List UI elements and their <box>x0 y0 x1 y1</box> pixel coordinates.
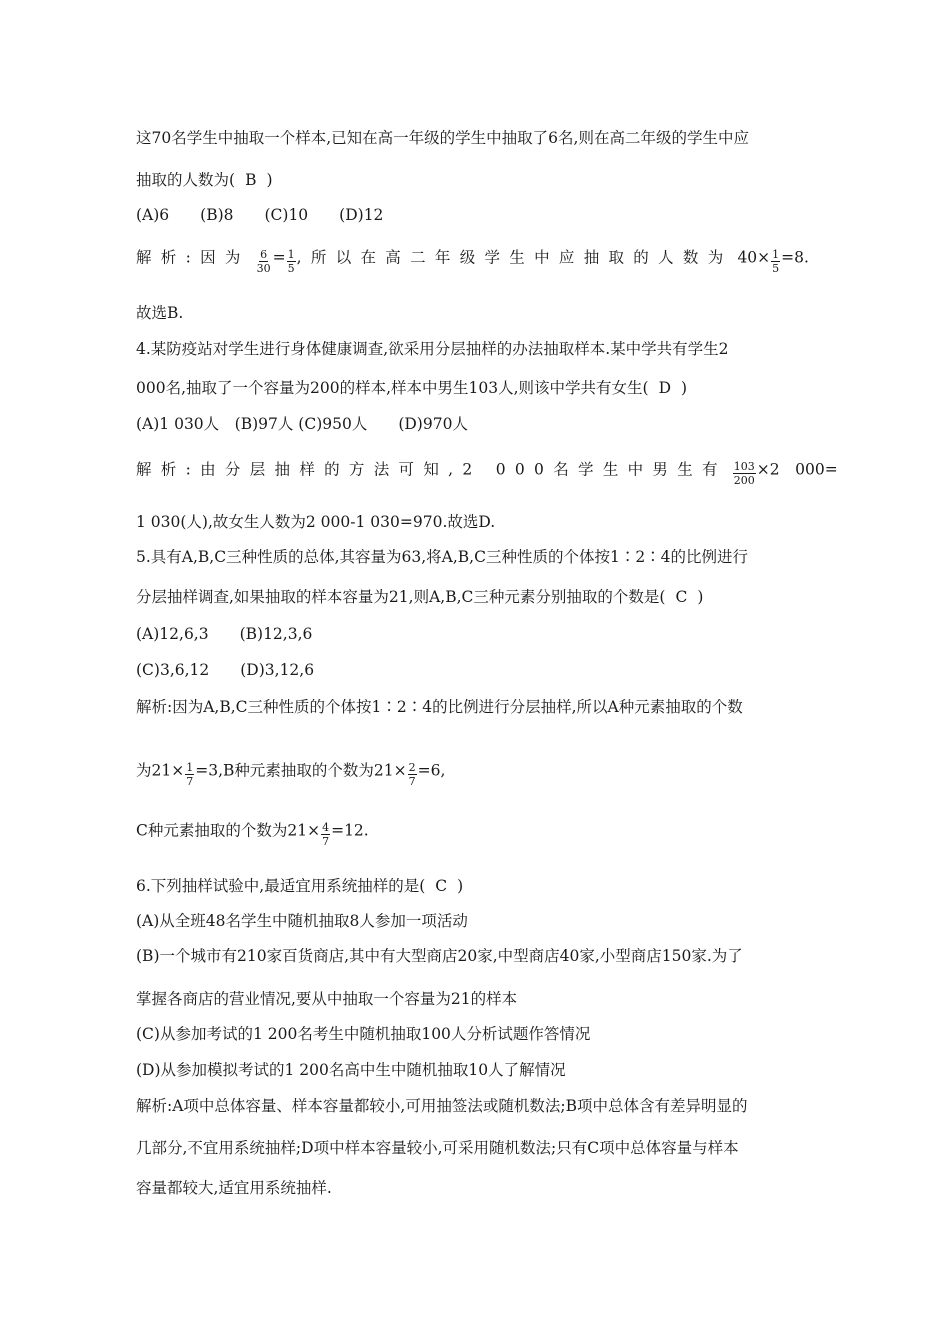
q4-conclusion: 1 030(人),故女生人数为2 000-1 030=970.故选D. <box>136 513 496 531</box>
q5-solution-line1: 解析:因为A,B,C三种性质的个体按1∶2∶4的比例进行分层抽样,所以A种元素抽取的个数 <box>136 698 743 716</box>
q5-stem-text: 分层抽样调查,如果抽取的样本容量为21,则A,B,C三种元素分别抽取的个数是( <box>136 588 666 606</box>
q4-solution <box>136 457 838 487</box>
q5-answer: C <box>675 588 688 606</box>
q4-solution-label: 解析:由分层抽样的方法可知,2 000名学生中男生有 <box>136 460 727 479</box>
q3-fraction-2-num: 1 <box>287 248 295 261</box>
q5-solution-line2 <box>136 758 446 788</box>
q6-option-b-line1: (B)一个城市有210家百货商店,其中有大型商店20家,中型商店40家,小型商店150家.为了 <box>136 947 743 965</box>
q4-stem-line1: 4.某防疫站对学生进行身体健康调查,欲采用分层抽样的办法抽取样本.某中学共有学生2 <box>136 340 729 358</box>
q6-option-d: (D)从参加模拟考试的1 200名高中生中随机抽取10人了解情况 <box>136 1061 566 1079</box>
q4-stem-line2 <box>136 378 687 398</box>
q5-paren-close: ) <box>697 588 704 606</box>
q3-paren-close: ) <box>266 171 273 189</box>
q6-solution-line1: 解析:A项中总体容量、样本容量都较小,可用抽签法或随机数法;B项中总体含有差异明显的 <box>136 1097 748 1115</box>
q5-fraction-2-num: 2 <box>408 761 416 774</box>
q4-paren-close: ) <box>681 379 688 397</box>
q6-option-b-line2: 掌握各商店的营业情况,要从中抽取一个容量为21的样本 <box>136 990 518 1008</box>
q5-fraction-1 <box>185 761 194 788</box>
q4-fraction-num: 103 <box>733 460 755 473</box>
q3-equals: = <box>272 248 286 267</box>
q3-solution <box>136 245 809 275</box>
q4-fraction-den: 200 <box>733 474 755 487</box>
q3-fraction-1 <box>256 248 272 275</box>
q6-solution-line2: 几部分,不宜用系统抽样;D项中样本容量较小,可采用随机数法;只有C项中总体容量与样本 <box>136 1139 739 1157</box>
q5-fraction-3-num: 4 <box>322 821 330 834</box>
q5-fraction-2 <box>408 761 417 788</box>
q5-stem-line1: 5.具有A,B,C三种性质的总体,其容量为63,将A,B,C三种性质的个体按1∶2∶4的比例进行 <box>136 548 749 566</box>
q5-solution-c-end: =12. <box>331 821 369 840</box>
q3-fraction-3 <box>771 248 780 275</box>
q5-solution-end: =6, <box>417 761 446 780</box>
q5-solution-c-text: C种元素抽取的个数为21× <box>136 821 321 840</box>
q4-solution-calc: ×2 000= <box>756 460 838 479</box>
q3-solution-calc: 40× <box>737 248 771 267</box>
q4-stem-text: 000名,抽取了一个容量为200的样本,样本中男生103人,则该中学共有女生( <box>136 379 649 397</box>
q3-fraction-3-num: 1 <box>772 248 780 261</box>
q4-options: (A)1 030人 (B)97人 (C)950人 (D)970人 <box>136 415 468 433</box>
q3-stem-line2 <box>136 170 273 190</box>
q3-stem-text: 抽取的人数为( <box>136 171 236 189</box>
q3-options: (A)6 (B)8 (C)10 (D)12 <box>136 206 384 224</box>
q6-answer: C <box>435 877 448 895</box>
q3-fraction-3-den: 5 <box>772 262 780 275</box>
q6-stem-text: 6.下列抽样试验中,最适宜用系统抽样的是( <box>136 877 426 895</box>
q3-conclusion: 故选B. <box>136 304 184 322</box>
q3-answer: B <box>245 171 257 189</box>
q5-solution-text: 为21× <box>136 761 185 780</box>
q5-fraction-1-num: 1 <box>186 761 194 774</box>
q5-fraction-1-den: 7 <box>186 775 194 788</box>
q5-options-1: (A)12,6,3 (B)12,3,6 <box>136 625 313 643</box>
q3-stem-line1: 这70名学生中抽取一个样本,已知在高一年级的学生中抽取了6名,则在高二年级的学生中应 <box>136 129 749 147</box>
q6-stem <box>136 876 463 896</box>
q5-fraction-3-den: 7 <box>322 835 330 848</box>
q3-solution-end: =8. <box>781 248 809 267</box>
q5-fraction-3 <box>321 821 330 848</box>
q6-option-c: (C)从参加考试的1 200名考生中随机抽取100人分析试题作答情况 <box>136 1025 591 1043</box>
q3-fraction-2-den: 5 <box>287 262 295 275</box>
q5-stem-line2 <box>136 587 703 607</box>
q5-solution-mid: =3,B种元素抽取的个数为21× <box>195 761 407 780</box>
q3-fraction-2 <box>287 248 296 275</box>
q4-fraction <box>733 460 756 487</box>
q6-solution-line3: 容量都较大,适宜用系统抽样. <box>136 1179 332 1197</box>
q6-paren-close: ) <box>457 877 464 895</box>
q5-fraction-2-den: 7 <box>408 775 416 788</box>
q3-fraction-1-den: 30 <box>256 262 271 275</box>
q6-option-a: (A)从全班48名学生中随机抽取8人参加一项活动 <box>136 912 468 930</box>
q3-solution-mid: ,所以在高二年级学生中应抽取的人数为 <box>296 248 733 267</box>
q3-fraction-1-num: 6 <box>260 248 268 261</box>
q5-options-2: (C)3,6,12 (D)3,12,6 <box>136 661 315 679</box>
q4-answer: D <box>658 379 672 397</box>
q3-solution-label: 解析:因为 <box>136 248 250 267</box>
q5-solution-line3 <box>136 818 369 848</box>
